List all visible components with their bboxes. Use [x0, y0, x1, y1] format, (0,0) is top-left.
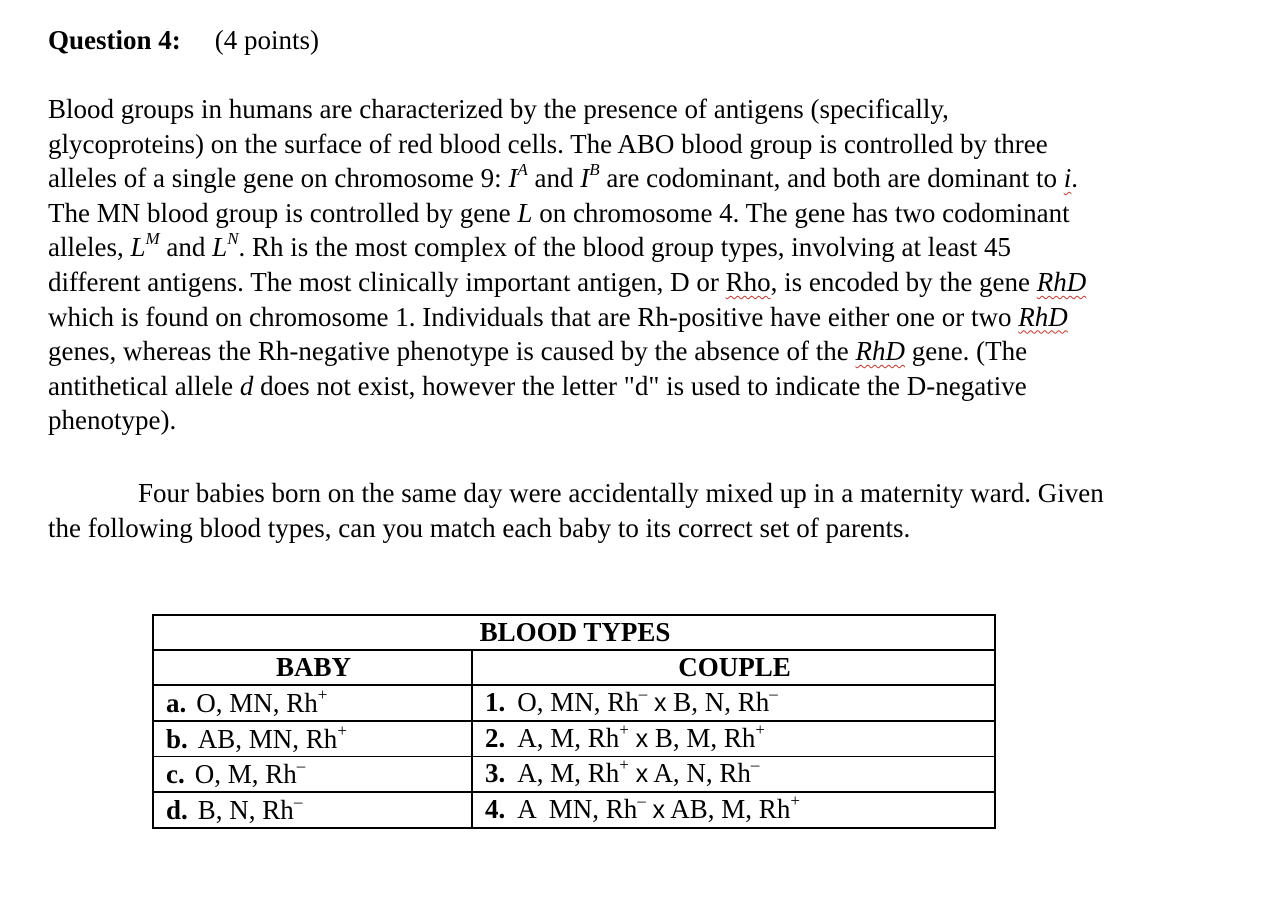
allele-ln: $L^N$	[212, 229, 239, 263]
paragraph-line: phenotype).	[48, 405, 177, 436]
couple-cell: 2. A, M, Rh+ x B, M, Rh+	[472, 721, 995, 757]
text-run: different antigens. The most clinically important antigen, D or	[48, 266, 726, 297]
baby-cell: c. O, M, Rh–	[153, 757, 472, 793]
allele-d: d	[239, 370, 254, 401]
text-run: does not exist, however the letter "d" is used to indicate the D-negative	[253, 370, 1027, 401]
paragraph-line	[48, 334, 1248, 369]
intro-paragraph	[48, 92, 1248, 438]
gene-rhd: RhD	[855, 336, 905, 367]
text-run: The MN blood group is controlled by gene	[48, 197, 518, 228]
text-run: . Rh is the most complex of the blood group types, involving at least 45	[238, 232, 1011, 263]
baby-cell: b. AB, MN, Rh+	[153, 721, 472, 757]
table-title: BLOOD TYPES	[153, 615, 995, 650]
table-row	[153, 792, 995, 828]
paragraph-line: the following blood types, can you match each baby to its correct set of parents.	[48, 512, 911, 543]
couple-cell: 4. A MN, Rh– x AB, M, Rh+	[472, 792, 995, 828]
paragraph-line	[48, 196, 1248, 231]
paragraph-line	[48, 230, 1248, 265]
table-title-row	[153, 615, 995, 650]
text-run: alleles of a single gene on chromosome 9:	[48, 163, 509, 194]
gene-l: L	[517, 197, 533, 228]
paragraph-line: glycoproteins) on the surface of red blood cells. The ABO blood group is controlled by three	[48, 128, 1048, 159]
paragraph-line	[48, 369, 1248, 404]
gene-rhd: RhD	[1036, 266, 1087, 297]
text-run: alleles,	[48, 232, 131, 263]
gene-rhd: RhD	[1018, 301, 1068, 332]
text-run: , is encoded by the gene	[770, 266, 1037, 297]
allele-lm: $L^M$	[130, 229, 160, 263]
paragraph-line	[48, 300, 1248, 335]
text-run: and	[159, 232, 213, 263]
paragraph-line	[48, 265, 1248, 300]
table-header-row	[153, 650, 995, 685]
baby-cell: d. B, N, Rh–	[153, 792, 472, 828]
question-heading	[48, 22, 319, 58]
couple-column-header: COUPLE	[472, 650, 995, 685]
antigen-rho: Rho	[725, 266, 771, 297]
text-run: gene. (The	[904, 336, 1028, 367]
allele-i: i	[1063, 163, 1072, 194]
paragraph-line: Four babies born on the same day were accidentally mixed up in a maternity ward. Given	[138, 478, 1104, 508]
paragraph-line	[48, 161, 1248, 196]
baby-column-header: BABY	[153, 650, 472, 685]
text-run: antithetical allele	[48, 370, 240, 401]
allele-ib: $I^B$	[580, 160, 600, 194]
question-points: (4 points)	[214, 25, 320, 55]
text-run: which is found on chromosome 1. Individuals that are Rh-positive have either one or two	[48, 301, 1019, 332]
text-run: and	[527, 163, 581, 194]
text-run: genes, whereas the Rh-negative phenotype is caused by the absence of the	[48, 336, 856, 367]
table-row	[153, 721, 995, 757]
text-run: are codominant, and both are dominant to	[599, 163, 1064, 194]
couple-cell: 3. A, M, Rh+ x A, N, Rh–	[472, 757, 995, 793]
paragraph-line: Blood groups in humans are characterized by the presence of antigens (specifically,	[48, 94, 949, 124]
couple-cell: 1. O, MN, Rh– x B, N, Rh–	[472, 685, 995, 721]
blood-types-table	[152, 614, 996, 829]
text-run: on chromosome 4. The gene has two codominant	[532, 197, 1070, 228]
baby-cell: a. O, MN, Rh+	[153, 685, 472, 721]
task-paragraph	[48, 476, 1248, 545]
table-row	[153, 685, 995, 721]
question-label: Question 4:	[48, 25, 181, 55]
table-row	[153, 757, 995, 793]
allele-ia: $I^A$	[508, 160, 528, 194]
text-run: .	[1071, 163, 1079, 194]
